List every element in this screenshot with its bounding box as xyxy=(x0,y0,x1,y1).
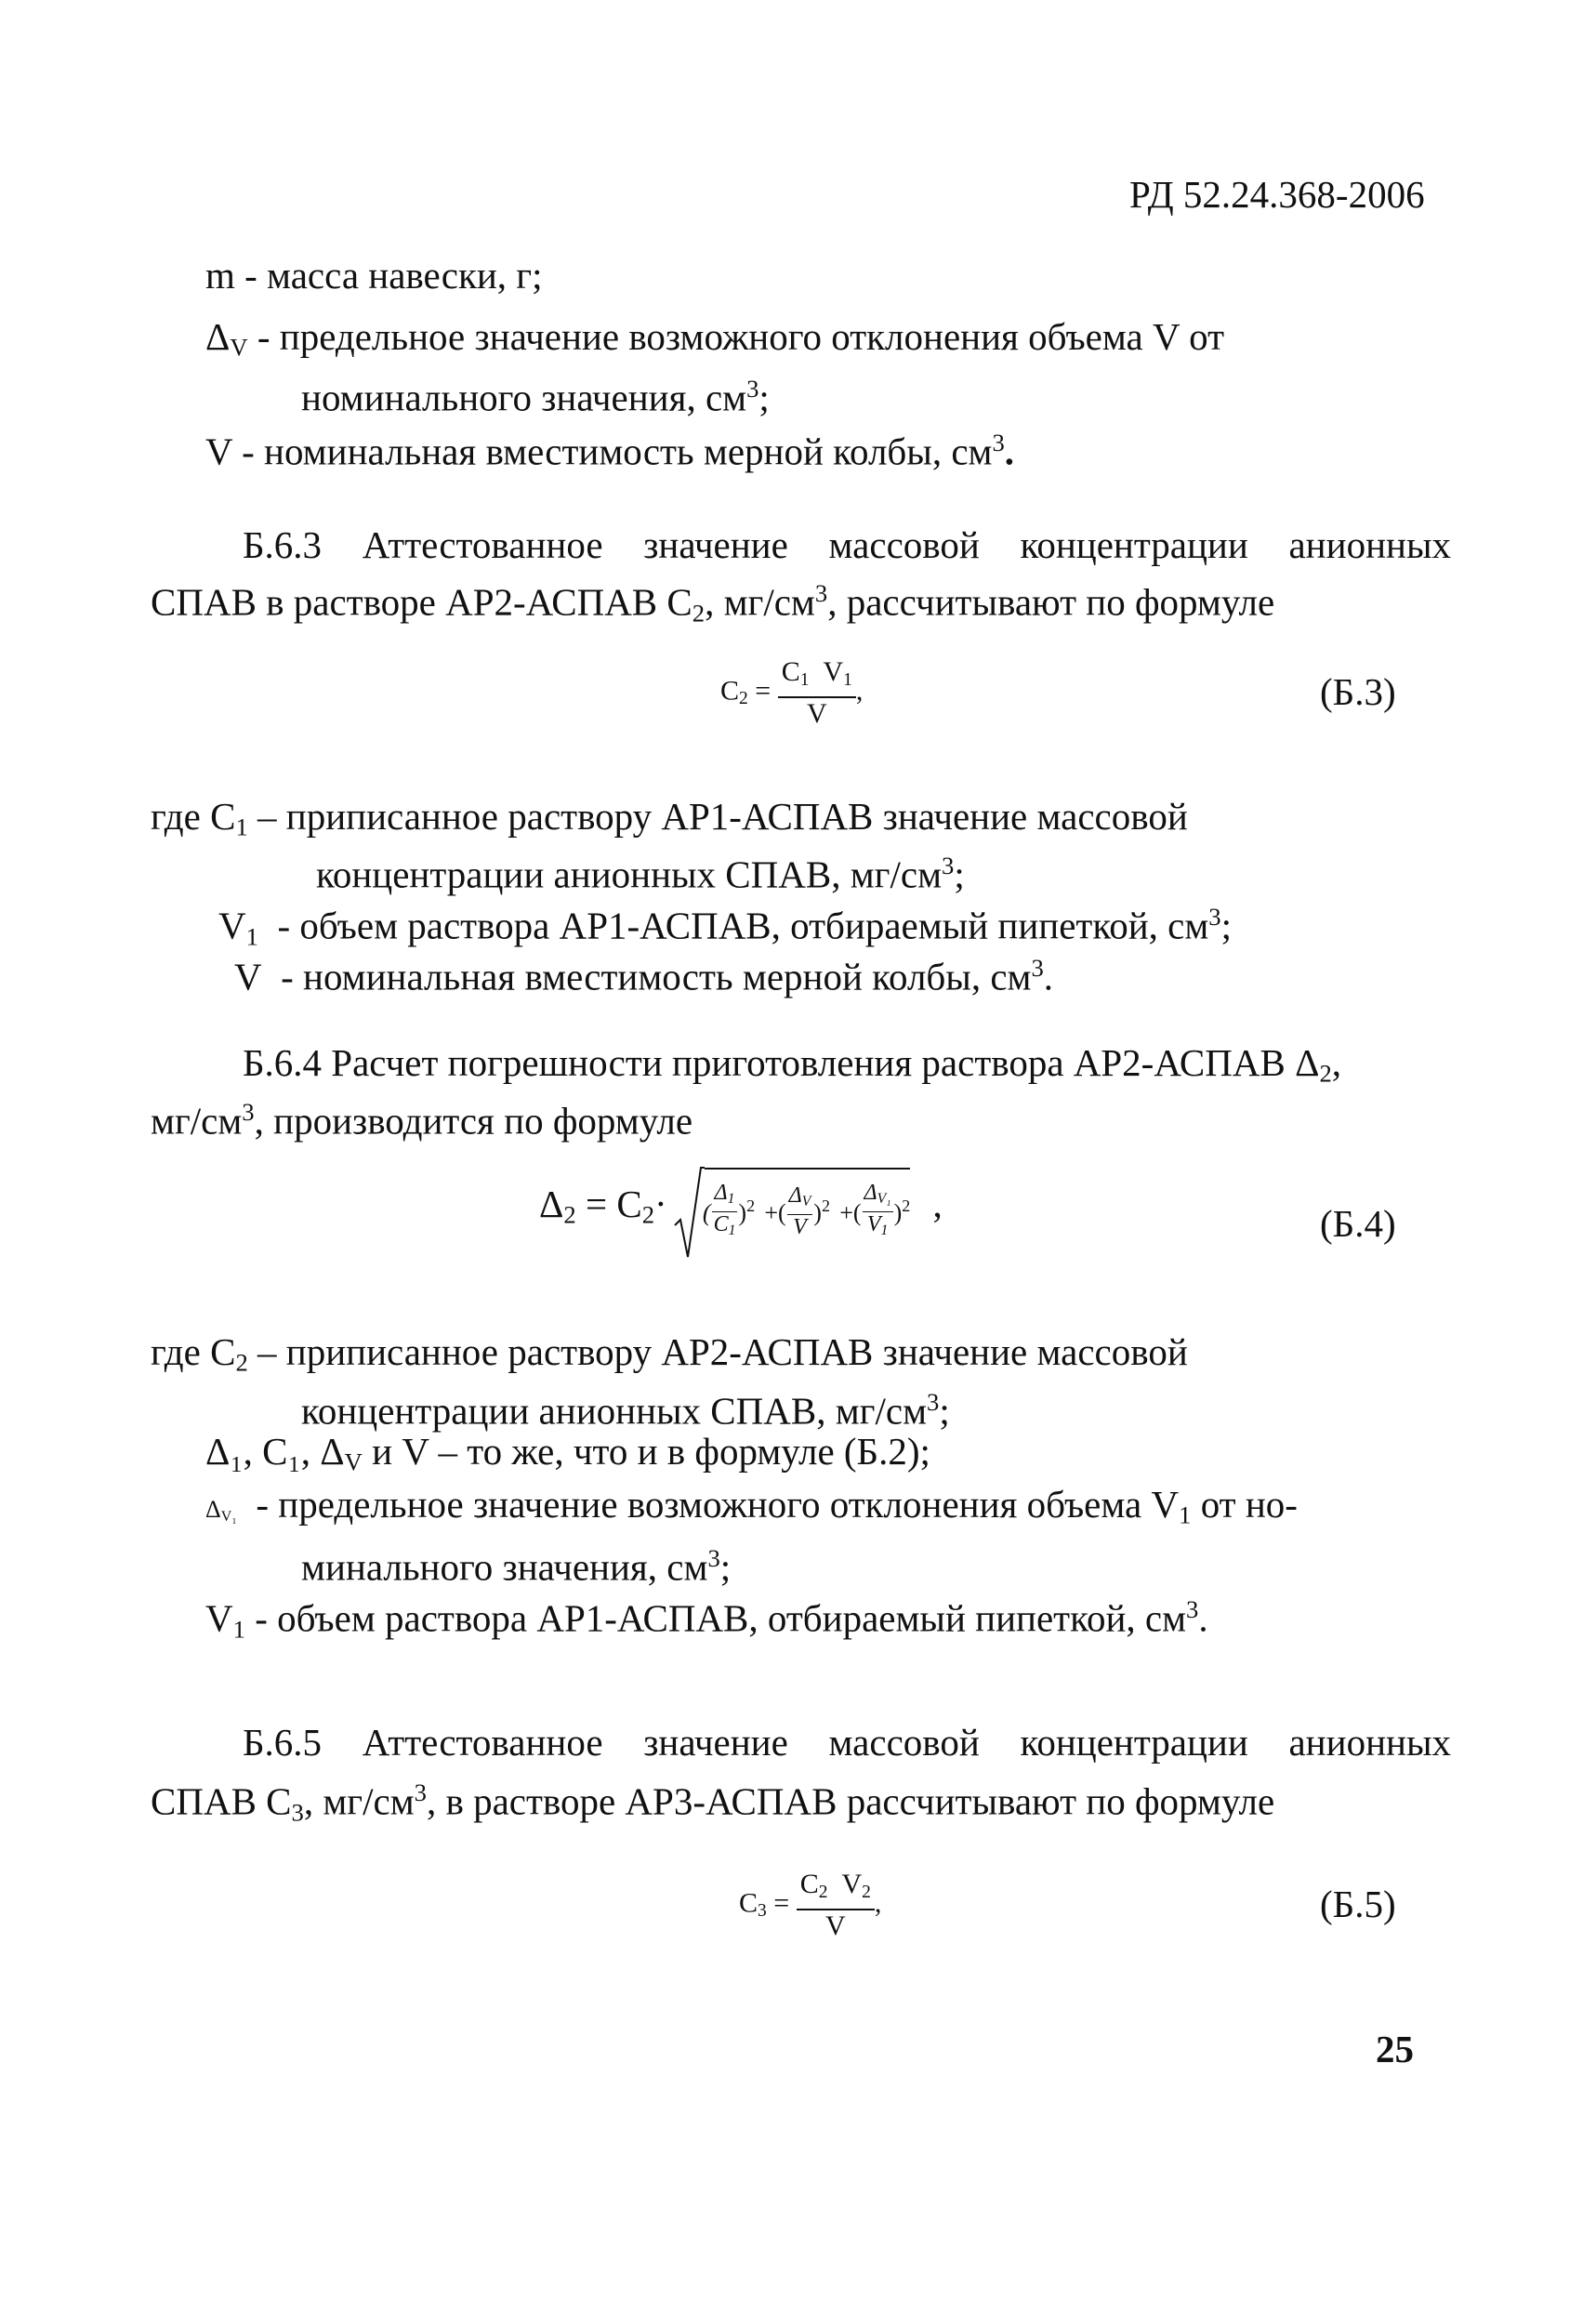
def-same-as: Δ₁, С₁, $\Delta_V$ и V – то же, что и в формуле (Б.2); xyxy=(205,1430,930,1476)
b64-line2: $мг/см^3$, производится по формуле xyxy=(151,1098,693,1143)
def-v-end: . xyxy=(1004,430,1015,473)
formula-b3 xyxy=(720,656,863,730)
def-m xyxy=(205,251,543,299)
formula-b5-label: (Б.5) xyxy=(1320,1883,1396,1925)
def-v xyxy=(205,418,1014,476)
formula-b3-eq: = xyxy=(755,675,772,707)
def-c1-cont: концентрации анионных СПАВ, $мг/см^3$; xyxy=(316,852,965,896)
def-c2-cont: концентрации анионных СПАВ, $мг/см^3$; xyxy=(301,1388,950,1433)
def-c1: где $С_1$ – приписанное раствору АР1-АСПАВ значение массовой xyxy=(151,795,1188,841)
formula-b5-fraction xyxy=(797,1869,875,1942)
formula-b3-tail: , xyxy=(855,675,864,707)
cube-exponent: 3 xyxy=(1031,954,1044,982)
formula-b4-term3: $\frac{\Delta_{V_1}}{V_1}$ xyxy=(864,1181,891,1238)
sqrt-sign-icon xyxy=(673,1164,705,1266)
formula-b5-numerator: $C_2$ $V_2$ xyxy=(797,1869,875,1910)
formula-b4: $\Delta_2 = C_2\cdot$ ( $\frac{\Delta_1}{C_1}$ )$^2$ +( $\frac{\Delta_V}{V}$ )$^2$ +( $\frac{\Delta_{V_1}}{V_1}$ )$^2$ , xyxy=(539,1173,943,1243)
formula-b3-fraction xyxy=(778,656,856,730)
def-v-text: V - номинальная вместимость мерной колбы, см xyxy=(205,430,993,473)
def-delta-v-cont-end: ; xyxy=(758,376,770,419)
formula-b5-denominator: V xyxy=(824,1910,846,1941)
document-code: РД 52.24.368-2006 xyxy=(1129,173,1425,216)
b63-line2-c: , рассчитывают по формуле xyxy=(827,580,1275,624)
def-delta-v1-cont: минального значения, $см^3$; xyxy=(301,1544,732,1589)
def-delta-v-sub: V xyxy=(230,333,248,362)
cube-exponent: 3 xyxy=(414,1778,427,1806)
formula-b4-lhs: Δ xyxy=(539,1182,564,1225)
b63-line2-a: СПАВ в растворе АР2-АСПАВ С xyxy=(151,580,692,624)
formula-b4-eq: = C xyxy=(585,1182,642,1225)
formula-b4-sqrt: ( $\frac{\Delta_1}{C_1}$ )$^2$ +( $\frac{\Delta_V}{V}$ )$^2$ +( $\frac{\Delta_{V_1}}{V_1}$ )$^2$ xyxy=(677,1173,910,1243)
formula-b3-denominator: V xyxy=(806,697,827,729)
page-number: 25 xyxy=(1376,2028,1414,2070)
def-delta-v-cont-text: номинального значения, см xyxy=(301,376,747,419)
def-m-symbol: m xyxy=(205,254,235,297)
def-delta-v-cont xyxy=(301,364,770,422)
formula-b5: $C_3$ = $\frac{C_2 V_2}{V}$ , xyxy=(739,1869,882,1941)
sqrt-overline xyxy=(705,1168,910,1170)
b63-line2 xyxy=(151,569,1274,637)
formula-b3-lhs: C xyxy=(720,675,740,707)
formula-b3-label: (Б.3) xyxy=(1320,670,1396,713)
formula-b4-term2: $\frac{\Delta_V}{V}$ xyxy=(788,1183,811,1240)
formula-b3-lhs-sub: 2 xyxy=(739,689,748,709)
cube-exponent: 3 xyxy=(707,1544,720,1572)
def-delta-v-symbol: Δ xyxy=(205,315,231,358)
def-delta-v1: $\Delta_{V_1}$ - предельное значение возможного отклонения объема $V_1$ от но- xyxy=(205,1483,1298,1529)
cube-exponent: 3 xyxy=(927,1388,940,1416)
b64-line1: Б.6.4 Расчет погрешности приготовления раствора АР2-АСПАВ $\Delta_2$, xyxy=(243,1041,1342,1088)
def-v1: $V_1$ - объем раствора АР1-АСПАВ, отбираемый пипеткой, $см^3$; xyxy=(218,903,1233,951)
cube-exponent: 3 xyxy=(942,852,955,879)
def-m-text: - масса навески, г; xyxy=(244,254,543,297)
formula-b4-tail: , xyxy=(932,1182,943,1225)
cube-exponent: 3 xyxy=(814,579,828,607)
b63-line2-b: , мг/см xyxy=(705,580,815,624)
b65-line2: СПАВ $С_3$, $мг/см^3$, в растворе АР3-АСПАВ рассчитывают по формуле xyxy=(151,1778,1275,1827)
def-delta-v xyxy=(205,312,1224,372)
formula-b3-numerator: $C_1$ $V_1$ xyxy=(778,656,856,698)
def-v1-b: $V_1$ - объем раствора АР1-АСПАВ, отбираемый пипеткой, $см^3$. xyxy=(205,1595,1208,1644)
cube-exponent: 3 xyxy=(1208,903,1221,931)
cube-exponent: 3 xyxy=(1186,1595,1199,1623)
cube-exponent: 3 xyxy=(992,429,1005,456)
def-v2: V - номинальная вместимость мерной колбы, $см^3$. xyxy=(234,954,1054,998)
b63-line2-sub: 2 xyxy=(692,599,706,628)
def-delta-v-text: - предельное значение возможного отклонения объема V от xyxy=(257,315,1224,358)
formula-b4-label: (Б.4) xyxy=(1320,1202,1396,1245)
def-c2: где $С_2$ – приписанное раствору АР2-АСПАВ значение массовой xyxy=(151,1330,1188,1377)
cube-exponent: 3 xyxy=(746,375,759,403)
b63-line1: Б.6.3 Аттестованное значение массовой концентрации анионных xyxy=(243,523,1451,566)
b65-line1: Б.6.5 Аттестованное значение массовой концентрации анионных xyxy=(243,1721,1451,1764)
formula-b4-term1: $\frac{\Delta_1}{C_1}$ xyxy=(713,1181,736,1238)
cube-exponent: 3 xyxy=(242,1098,255,1126)
